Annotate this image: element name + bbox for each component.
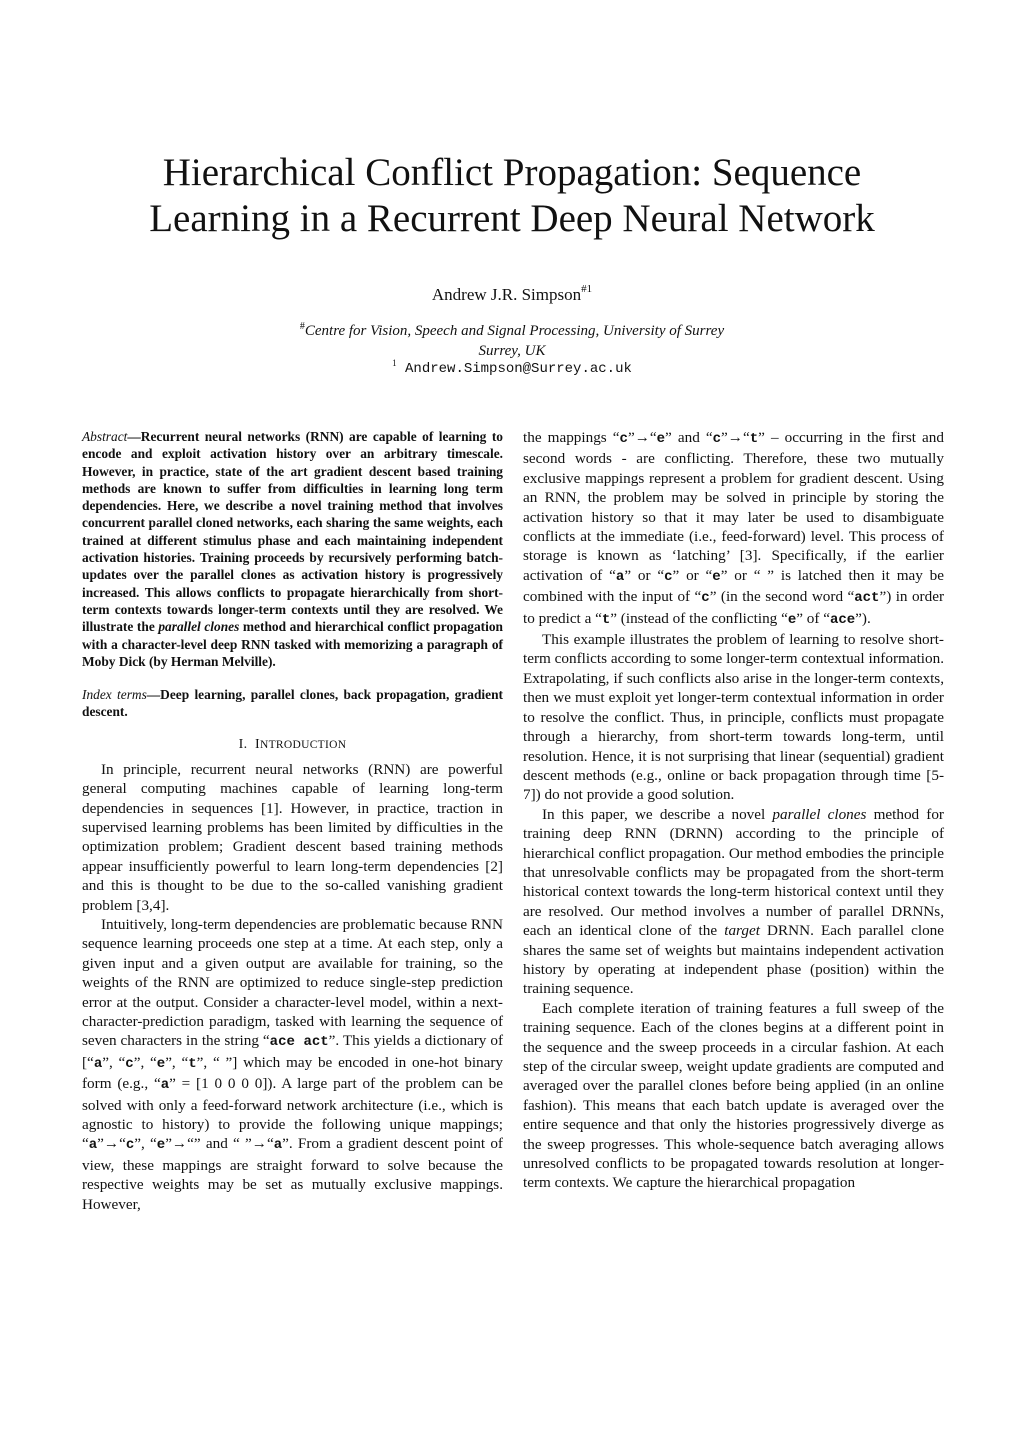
left-body bbox=[82, 760, 503, 1214]
author-name: Andrew J.R. Simpson bbox=[431, 285, 582, 304]
title-line-2: Learning in a Recurrent Deep Neural Network bbox=[149, 197, 875, 240]
section-title-first: I bbox=[255, 736, 260, 752]
right-paragraph-2: This example illustrates the problem of learning to resolve short-term conflicts according to some longer-term contextual information. Extrapolating, if such conflicts also arise in the longer-term contexts, then we must exploit yet longer-term contextual information in order to resolve the conflict. Thus, in principle, conflicts must propagate through a hierarchy, from short-term towards long-term, until resolution. Hence, it is not surprising that linear (sequential) gradient descent methods (e.g., online or back propagation through time [5-7]) do not provide a good solution. bbox=[523, 631, 944, 804]
affiliation bbox=[0, 317, 1024, 361]
author-sup: #1 bbox=[581, 283, 593, 295]
title-line-1: Hierarchical Conflict Propagation: Sequence bbox=[162, 151, 862, 194]
paper-title bbox=[0, 150, 1024, 242]
section-number: I. bbox=[238, 736, 248, 752]
left-column bbox=[82, 428, 503, 1214]
affiliation-mark: # bbox=[299, 321, 305, 332]
email-mark: 1 bbox=[392, 358, 397, 368]
affiliation-line-1: Centre for Vision, Speech and Signal Processing, University of Surrey bbox=[304, 323, 725, 339]
right-paragraph-1: the mappings “c”→“e” and “c”→“t” – occurring in the first and second words - are conflicting. Therefore, these two mutually exclusive mappings represent a problem for gradient descent. Using an RNN, the problem may be solved in principle by storing the activation history so that it may later be used to disambiguate conflicts at the immediate (i.e., feed-forward) level. This process of storage is known as ‘latching’ [3]. Specifically, if the earlier activation of “a” or “c” or “e” or “ ” is latched then it may be combined with the input of “c” (in the second word “act”) in order to predict a “t” (instead of the conflicting “e” of “ace”). bbox=[523, 429, 945, 628]
abstract-text-2: method and hierarchical conflict propagation with a character-level deep RNN tasked with memorizing a paragraph of Moby Dick (by Herman Melville). bbox=[82, 619, 503, 669]
author-line bbox=[0, 283, 1024, 305]
email-line bbox=[0, 358, 1024, 377]
index-terms-lead: Index terms bbox=[82, 687, 147, 703]
abstract-italic: parallel clones bbox=[158, 619, 240, 635]
right-column bbox=[523, 428, 944, 1193]
right-paragraph-4: Each complete iteration of training features a full sweep of the training sequence. Each of the clones begins at a different point in the sequence and the sweep proceeds in a circular fashion. At each step of the circular sweep, weight update gradients are computed and averaged over the parallel clones before being applied (in an online fashion). This means that each batch update is averaged over the entire sequence and that only the histories progressively diverge as the sweep progresses. This whole-sequence batch averaging allows unresolved conflicts to be propagated towards resolution at longer-term contexts. We capture the hierarchical propagation bbox=[523, 999, 944, 1192]
email-address: Andrew.Simpson@Surrey.ac.uk bbox=[405, 361, 632, 377]
abstract-text-1: —Recurrent neural networks (RNN) are capable of learning to encode and exploit activation history over an arbitrary timescale. However, in practice, state of the art gradient descent based training methods are known to suffer from difficulties in learning long term dependencies. Here, we describe a novel training method that involves concurrent parallel cloned networks, each sharing the same weights, each trained at different stimulus phase and each maintaining independent activation histories. Training proceeds by recursively performing batch-updates over the parallel clones as activation history is progressively increased. This allows conflicts to propagate hierarchically from short-term contexts towards longer-term contexts until they are resolved. We illustrate the bbox=[82, 429, 503, 635]
section-title-rest: NTRODUCTION bbox=[259, 738, 347, 751]
abstract bbox=[82, 428, 503, 670]
left-paragraph-2: Intuitively, long-term dependencies are problematic because RNN sequence learning proceeds one step at a time. At each step, only a given input and a given output are available for training, so the weights of the RNN are optimized to reduce single-step prediction error at the output. Consider a character-level model, within a next-character-prediction paradigm, tasked with learning the sequence of seven characters in the string “ace act”. This yields a dictionary of [“a”, “c”, “e”, “t”, “ ”] which may be encoded in one-hot binary form (e.g., “a” = [1 0 0 0 0]). A large part of the problem can be solved with only a feed-forward network architecture (i.e., which is agnostic to history) to provide the following unique mappings; “a”→“c”, “e”→“” and “ ”→“a”. From a gradient descent point of view, these mappings are straight forward to solve because the respective weights may be set as mutually exclusive mappings. However, bbox=[82, 916, 504, 1213]
index-terms-text: —Deep learning, parallel clones, back propagation, gradient descent. bbox=[82, 687, 503, 720]
affiliation-line-2: Surrey, UK bbox=[478, 343, 546, 359]
left-paragraph-1: In principle, recurrent neural networks (RNN) are powerful general computing machines capable of learning long-term dependencies in sequences [1]. However, in practice, traction in supervised learning problems has been limited by difficulties in the optimization problem; Gradient descent based training methods appear insufficiently powerful to learn long-term dependencies [2] and this is thought to be due to the so-called vanishing gradient problem [3,4]. bbox=[82, 760, 503, 914]
index-terms bbox=[82, 686, 503, 721]
right-paragraph-3: In this paper, we describe a novel parallel clones method for training deep RNN (DRNN) according to the principle of hierarchical conflict propagation. Our method embodies the principle that unresolvable conflicts may be propagated from the short-term historical context towards the long-term historical context until they are resolved. Our method involves a number of parallel DRNNs, each an identical clone of the target DRNN. Each parallel clone shares the same set of weights but maintains independent activation history by operating at independent phase (position) within the training sequence. bbox=[523, 805, 944, 998]
section-heading bbox=[82, 737, 503, 753]
abstract-lead: Abstract bbox=[82, 429, 128, 444]
